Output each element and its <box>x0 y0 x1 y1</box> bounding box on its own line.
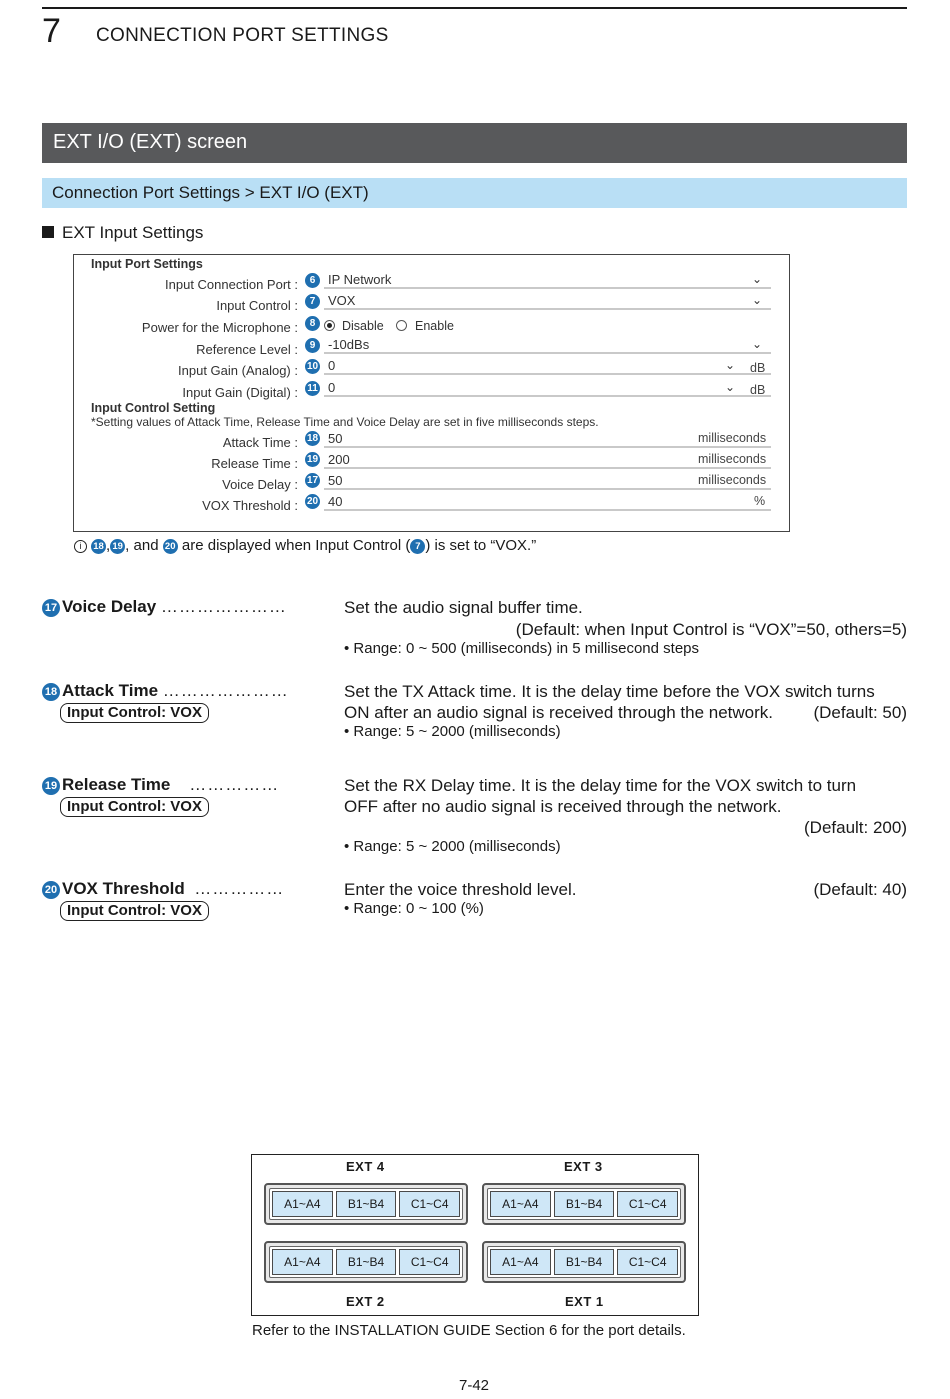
page-number: 7-42 <box>459 1377 490 1394</box>
item-default: (Default: 200) <box>804 818 907 837</box>
row-label: Reference Level : <box>196 342 298 357</box>
square-bullet-icon <box>42 226 54 238</box>
item-default: (Default: when Input Control is “VOX”=50, others=5) <box>515 620 907 639</box>
number-badge: 19 <box>110 539 125 554</box>
chevron-down-icon[interactable]: ⌄ <box>725 358 736 372</box>
ext-label: EXT 1 <box>565 1294 604 1309</box>
number-badge: 18 <box>42 683 60 701</box>
info-icon: i <box>74 540 87 553</box>
leader-dots: ………………… <box>162 681 289 700</box>
unit-label: % <box>754 494 766 508</box>
leader-dots: …………… <box>194 879 285 898</box>
radio-enable-label: Enable <box>415 319 454 333</box>
row-label: Attack Time : <box>222 435 298 450</box>
port-b: B1~B4 <box>554 1191 615 1217</box>
input-value: 50 <box>328 473 343 488</box>
port-a: A1~A4 <box>272 1249 333 1275</box>
screen-title-bar <box>42 123 907 163</box>
item-desc: Set the TX Attack time. It is the delay time before the VOX switch turns <box>344 682 875 701</box>
port-b: B1~B4 <box>336 1191 397 1217</box>
unit-label: dB <box>750 361 766 375</box>
breadcrumb <box>42 178 907 208</box>
radio-disable[interactable] <box>324 320 335 331</box>
input-control-tag: Input Control: VOX <box>60 797 209 817</box>
item-title-text: Release Time <box>62 775 171 794</box>
input-port-heading: Input Port Settings <box>91 257 203 271</box>
number-badge: 17 <box>306 475 319 486</box>
port-c: C1~C4 <box>399 1191 460 1217</box>
input-control-tag: Input Control: VOX <box>60 901 209 921</box>
item-title-attack-time <box>42 681 289 701</box>
header-rule <box>42 7 907 9</box>
number-badge: 6 <box>305 273 320 288</box>
port-c: C1~C4 <box>617 1191 678 1217</box>
input-control-select[interactable] <box>324 293 771 310</box>
ext1-port-group <box>482 1241 686 1283</box>
reference-level-select[interactable] <box>324 337 771 354</box>
diagram-caption: Refer to the INSTALLATION GUIDE Section 6 for the port details. <box>252 1322 686 1339</box>
item-title-voice-delay <box>42 597 287 617</box>
note-text: are displayed when Input Control ( <box>181 537 411 554</box>
row-label: Power for the Microphone : <box>141 320 298 335</box>
item-title-text: Attack Time <box>62 681 159 700</box>
select-value: VOX <box>328 293 356 308</box>
number-badge: 20 <box>42 881 60 899</box>
input-control-tag: Input Control: VOX <box>60 703 209 723</box>
unit-label: milliseconds <box>698 452 767 466</box>
chevron-down-icon[interactable]: ⌄ <box>752 272 763 286</box>
row-label: Release Time : <box>211 456 298 471</box>
item-desc: Set the RX Delay time. It is the delay time for the VOX switch to turn <box>344 776 857 795</box>
radio-enable[interactable] <box>396 320 407 331</box>
ext-port-diagram <box>251 1154 699 1316</box>
number-badge: 18 <box>91 539 106 554</box>
display-note <box>74 537 536 554</box>
chevron-down-icon[interactable]: ⌄ <box>752 293 763 307</box>
item-range: • Range: 0 ~ 100 (%) <box>344 900 484 917</box>
select-value: 0 <box>328 358 336 373</box>
item-desc: Enter the voice threshold level. <box>344 880 577 899</box>
item-default: (Default: 40) <box>813 880 907 899</box>
unit-label: dB <box>750 383 766 397</box>
item-title-vox-threshold <box>42 879 284 899</box>
control-heading: Input Control Setting <box>91 401 216 415</box>
number-badge: 7 <box>305 294 320 309</box>
item-desc: Set the audio signal buffer time. <box>344 598 583 617</box>
item-desc: ON after an audio signal is received through the network. <box>344 703 774 722</box>
row-label: Input Connection Port : <box>165 277 298 292</box>
port-a: A1~A4 <box>272 1191 333 1217</box>
row-label: Input Gain (Digital) : <box>182 385 298 400</box>
unit-label: milliseconds <box>698 473 767 487</box>
input-gain-digital-select[interactable] <box>324 380 771 397</box>
item-desc: OFF after no audio signal is received through the network. <box>344 797 782 816</box>
note-text: ) is set to “VOX.” <box>425 537 537 554</box>
row-label: Input Control : <box>216 298 298 313</box>
row-label: VOX Threshold : <box>202 498 298 513</box>
select-value: 0 <box>328 380 336 395</box>
number-badge: 20 <box>306 496 319 507</box>
port-c: C1~C4 <box>617 1249 678 1275</box>
item-range: • Range: 0 ~ 500 (milliseconds) in 5 millisecond steps <box>344 640 700 657</box>
settings-panel <box>73 254 790 532</box>
port-b: B1~B4 <box>336 1249 397 1275</box>
chapter-number: 7 <box>42 12 61 50</box>
row-label: Input Gain (Analog) : <box>178 363 298 378</box>
item-range: • Range: 5 ~ 2000 (milliseconds) <box>344 723 561 740</box>
chevron-down-icon[interactable]: ⌄ <box>752 337 763 351</box>
select-value: -10dBs <box>328 337 370 352</box>
chevron-down-icon[interactable]: ⌄ <box>725 380 736 394</box>
vox-threshold-input[interactable] <box>324 494 771 511</box>
number-badge: 8 <box>305 316 320 331</box>
number-badge: 9 <box>305 338 320 353</box>
item-title-release-time <box>42 775 279 795</box>
breadcrumb-text: Connection Port Settings > EXT I/O (EXT) <box>52 183 369 202</box>
port-c: C1~C4 <box>399 1249 460 1275</box>
control-note: *Setting values of Attack Time, Release Time and Voice Delay are set in five milliseconds steps. <box>91 415 599 429</box>
port-a: A1~A4 <box>490 1191 551 1217</box>
note-sep: , <box>106 537 111 554</box>
input-gain-analog-select[interactable] <box>324 358 771 375</box>
input-value: 50 <box>328 431 343 446</box>
port-b: B1~B4 <box>554 1249 615 1275</box>
number-badge: 19 <box>42 777 60 795</box>
leader-dots: …………… <box>189 775 280 794</box>
item-range: • Range: 5 ~ 2000 (milliseconds) <box>344 838 561 855</box>
number-badge: 17 <box>42 599 60 617</box>
ext2-port-group <box>264 1241 468 1283</box>
chapter-title: CONNECTION PORT SETTINGS <box>96 25 389 46</box>
radio-disable-label: Disable <box>342 319 384 333</box>
ext-label: EXT 4 <box>346 1159 385 1174</box>
select-value: IP Network <box>328 272 392 287</box>
number-badge: 19 <box>306 454 319 465</box>
ext4-port-group <box>264 1183 468 1225</box>
number-badge: 10 <box>306 361 319 372</box>
port-a: A1~A4 <box>490 1249 551 1275</box>
number-badge: 11 <box>305 381 320 396</box>
ext-label: EXT 2 <box>346 1294 385 1309</box>
item-title-text: Voice Delay <box>62 597 157 616</box>
screen-title: EXT I/O (EXT) screen <box>53 131 248 153</box>
section-heading <box>42 223 203 243</box>
number-badge: 7 <box>410 539 425 554</box>
number-badge: 20 <box>163 539 178 554</box>
row-label: Voice Delay : <box>222 477 298 492</box>
ext-label: EXT 3 <box>564 1159 603 1174</box>
number-badge: 18 <box>306 433 319 444</box>
input-value: 200 <box>328 452 350 467</box>
section-heading-text: EXT Input Settings <box>62 223 204 242</box>
leader-dots: ………………… <box>160 597 287 616</box>
item-default: (Default: 50) <box>813 703 907 722</box>
ext3-port-group <box>482 1183 686 1225</box>
note-sep: , and <box>125 537 159 554</box>
unit-label: milliseconds <box>698 431 767 445</box>
item-title-text: VOX Threshold <box>62 879 185 898</box>
input-connection-port-select[interactable] <box>324 272 771 289</box>
input-value: 40 <box>328 494 343 509</box>
